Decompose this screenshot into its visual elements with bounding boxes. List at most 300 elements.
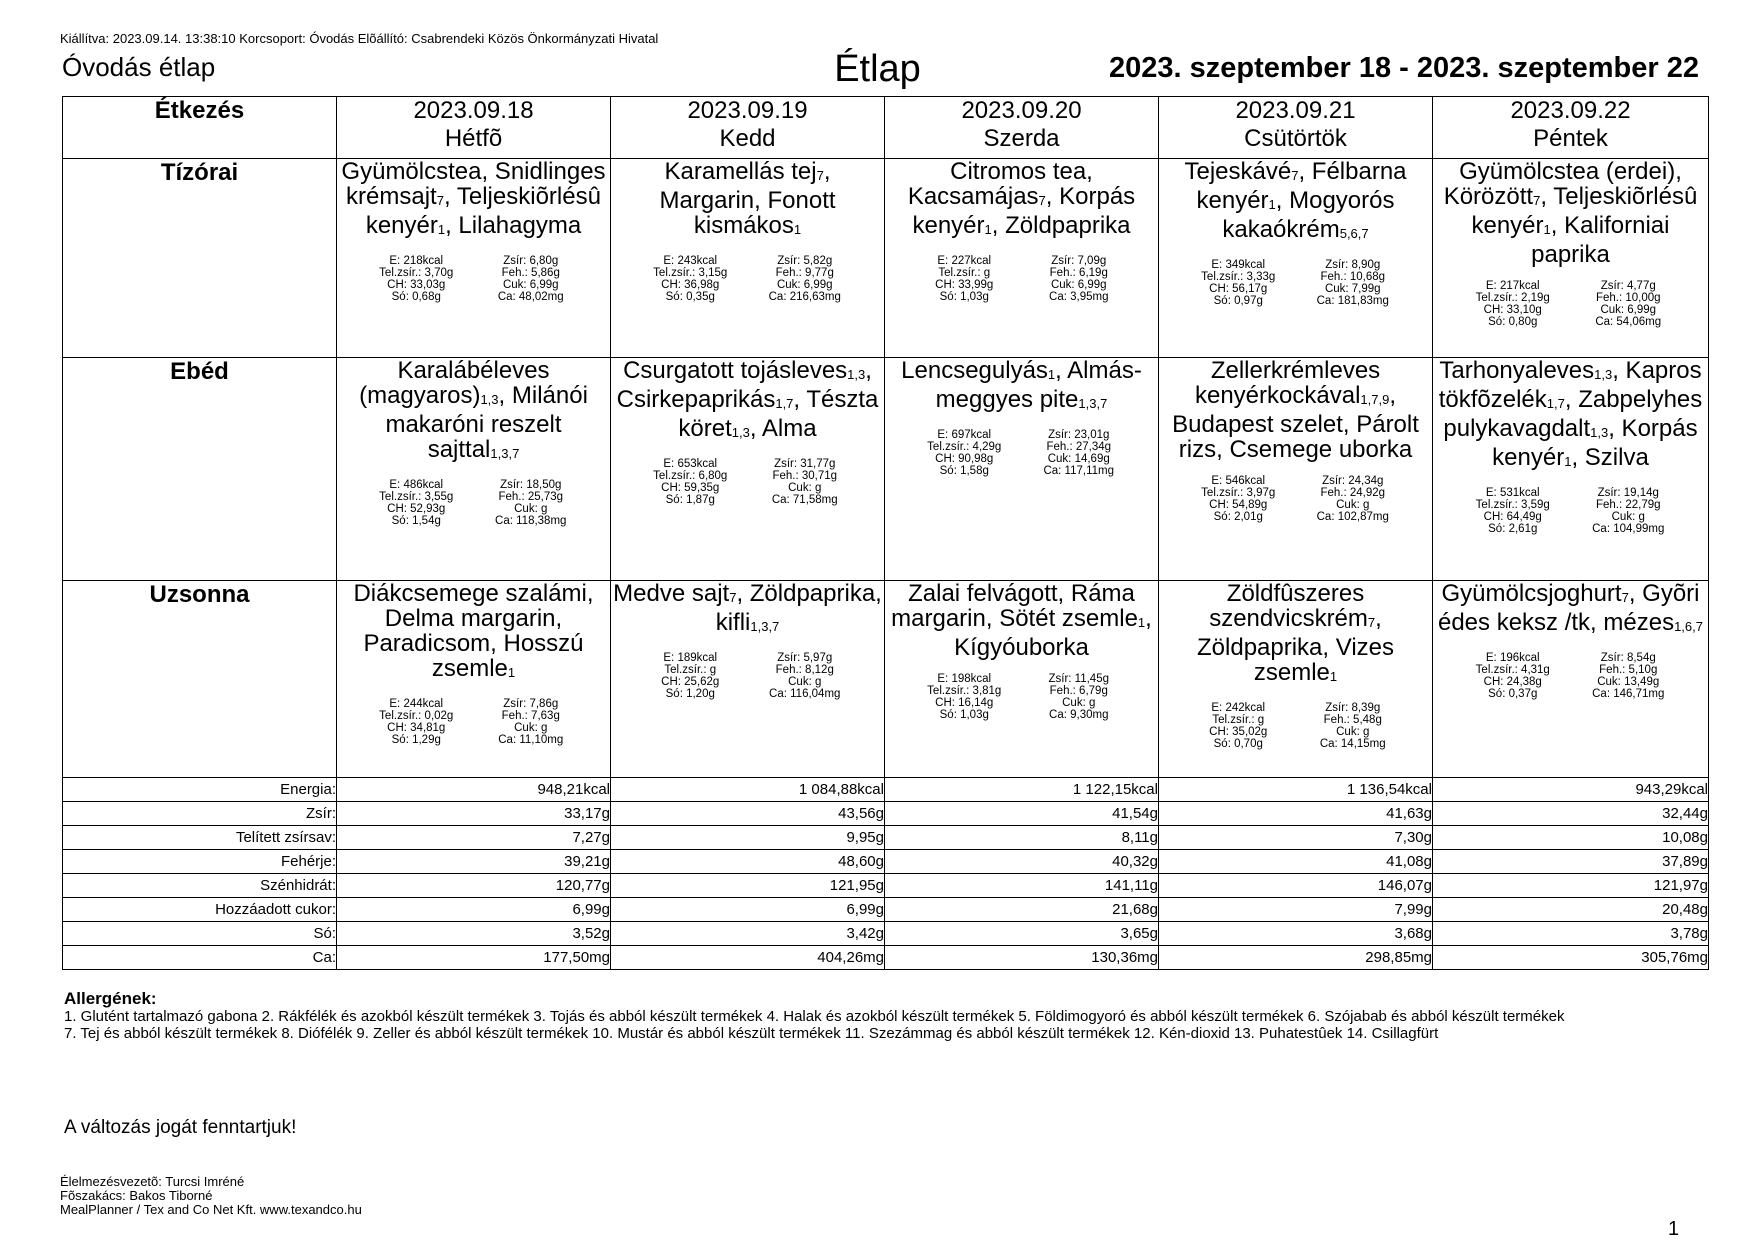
food-text: , Zöldpaprika [991, 212, 1131, 239]
food-text: Gyümölcsjoghurt [1441, 580, 1622, 607]
nutrition-value: E: 531kcal [1485, 487, 1540, 499]
summary-row [63, 898, 1709, 922]
meal-row [63, 358, 1709, 581]
summary-row [63, 850, 1709, 874]
summary-label: Hozzáadott cukor: [63, 898, 337, 922]
nutrition-value: Cuk: 6,99g [1600, 304, 1657, 316]
summary-value: 37,89g [1433, 850, 1709, 874]
header-meal: Étkezés [63, 97, 337, 159]
nutrition-value: Feh.: 5,48g [1323, 714, 1382, 726]
nutrition-value: CH: 54,89g [1209, 499, 1268, 511]
nutrition-value: Ca: 14,15mg [1319, 738, 1386, 750]
nutrition-value: Cuk: g [788, 676, 822, 688]
nutrition-value: Ca: 71,58mg [771, 494, 838, 506]
nutrition-value: Cuk: 6,99g [502, 279, 559, 291]
food-text: Gyümölcstea (erdei), Körözött [1443, 158, 1682, 210]
summary-value: 3,42g [611, 922, 885, 946]
nutrition-value: CH: 24,38g [1483, 676, 1542, 688]
nutrition-value: Tel.zsír.: 3,97g [1201, 487, 1276, 499]
footer-line: MealPlanner / Tex and Co Net Kft. www.texandco.hu [60, 1202, 362, 1217]
nutrition-value: Ca: 216,63mg [768, 291, 841, 303]
nutrition-value: Só: 1,58g [939, 465, 989, 477]
summary-value: 21,68g [885, 898, 1159, 922]
food-items [337, 159, 610, 242]
allergen-code: 7 [436, 193, 444, 208]
nutrition-value: E: 196kcal [1485, 652, 1540, 664]
food-text: , Budapest szelet, Párolt rizs, Csemege uborka [1172, 382, 1419, 463]
food-text: Zellerkrémleves kenyérkockával [1194, 357, 1381, 409]
header-day [1433, 97, 1709, 159]
nutrition-value: CH: 59,35g [661, 482, 720, 494]
food-items [1159, 358, 1432, 462]
allergen-code: 1,3 [1590, 425, 1609, 440]
nutrition-value: Cuk: 14,69g [1047, 453, 1110, 465]
allergen-code: 7 [1533, 193, 1541, 208]
nutrition-value: Só: 0,35g [665, 291, 715, 303]
nutrition-value: Cuk: g [1336, 726, 1370, 738]
nutrition-value: Ca: 9,30mg [1049, 709, 1109, 721]
meal-cell [337, 358, 611, 581]
summary-value: 32,44g [1433, 802, 1709, 826]
nutrition-value: E: 189kcal [663, 652, 718, 664]
meal-cell [1433, 581, 1709, 778]
day-date: 2023.09.21 [1235, 97, 1356, 124]
food-text: , Korpás kenyér [912, 183, 1136, 239]
food-items [885, 581, 1158, 660]
food-text: , Zöldpaprika, Vizes zsemle [1197, 605, 1394, 686]
summary-value: 177,50mg [337, 946, 611, 970]
nutrition-value: Zsír: 8,39g [1325, 702, 1381, 714]
menu-subtitle: Óvodás étlap [62, 52, 216, 82]
summary-value: 121,97g [1433, 874, 1709, 898]
food-text: , Kígyóuborka [954, 605, 1152, 661]
nutrition-info [633, 255, 862, 303]
nutrition-value: Só: 1,87g [665, 494, 715, 506]
food-text: , Szilva [1571, 444, 1649, 471]
nutrition-value: Feh.: 10,00g [1595, 292, 1661, 304]
nutrition-value: Só: 2,01g [1213, 511, 1263, 523]
day-name: Péntek [1533, 125, 1608, 152]
food-text: , Mogyorós kakaókrém [1222, 187, 1395, 243]
summary-value: 6,99g [337, 898, 611, 922]
allergen-code: 1,3,7 [750, 619, 780, 634]
allergen-code: 1,3 [847, 367, 866, 382]
nutrition-value: Zsír: 4,77g [1600, 280, 1656, 292]
nutrition-value: Feh.: 10,68g [1320, 271, 1386, 283]
nutrition-info [633, 652, 862, 700]
nutrition-value: Feh.: 7,63g [501, 710, 560, 722]
allergen-code: 7 [1621, 590, 1629, 605]
nutrition-value: CH: 90,98g [935, 453, 994, 465]
allergen-code: 1 [1137, 615, 1146, 630]
summary-value: 3,68g [1159, 922, 1433, 946]
nutrition-value: Zsír: 5,82g [777, 255, 833, 267]
nutrition-value: Cuk: 7,99g [1324, 283, 1381, 295]
nutrition-value: Tel.zsír.: g [938, 267, 991, 279]
nutrition-value: Cuk: 6,99g [1050, 279, 1107, 291]
nutrition-value: Feh.: 6,19g [1049, 267, 1108, 279]
nutrition-value: E: 227kcal [937, 255, 992, 267]
allergen-code: 1,7 [775, 396, 794, 411]
nutrition-info [633, 458, 862, 506]
nutrition-value: Só: 0,68g [391, 291, 441, 303]
food-text: Zöldfûszeres szendvicskrém [1209, 580, 1368, 632]
summary-label: Telített zsírsav: [63, 826, 337, 850]
nutrition-value: Ca: 104,99mg [1592, 523, 1665, 535]
food-items [1159, 581, 1432, 689]
nutrition-value: E: 653kcal [663, 458, 718, 470]
summary-value: 41,08g [1159, 850, 1433, 874]
nutrition-info [1181, 702, 1410, 750]
nutrition-value: Tel.zsír.: 3,70g [379, 267, 454, 279]
food-text: , Zabpelyhes pulykavagdalt [1443, 386, 1703, 442]
summary-value: 6,99g [611, 898, 885, 922]
nutrition-value: Tel.zsír.: 2,19g [1475, 292, 1550, 304]
summary-row [63, 946, 1709, 970]
summary-value: 7,99g [1159, 898, 1433, 922]
nutrition-value: CH: 56,17g [1209, 283, 1268, 295]
nutrition-value: Zsír: 5,97g [777, 652, 833, 664]
food-text: , Alma [749, 415, 817, 442]
food-text: , Korpás kenyér [1492, 415, 1698, 471]
food-text: , Teljeskiõrlésû kenyér [1471, 183, 1698, 239]
nutrition-value: Feh.: 27,34g [1046, 441, 1112, 453]
nutrition-value: Zsír: 6,80g [503, 255, 559, 267]
nutrition-value: Cuk: 6,99g [776, 279, 833, 291]
nutrition-value: Só: 0,97g [1213, 295, 1263, 307]
food-text: , Almás-meggyes pite [935, 357, 1142, 413]
summary-value: 943,29kcal [1433, 778, 1709, 802]
food-text: Gyümölcstea, Snidlinges krémsajt [341, 158, 606, 210]
allergen-code: 7 [1367, 615, 1376, 630]
page-number: 1 [1668, 1218, 1680, 1240]
nutrition-value: CH: 52,93g [387, 503, 446, 515]
nutrition-value: Tel.zsír.: 4,29g [927, 441, 1002, 453]
summary-value: 8,11g [885, 826, 1159, 850]
nutrition-value: CH: 34,81g [387, 722, 446, 734]
day-date: 2023.09.18 [413, 97, 534, 124]
food-text: , Félbarna kenyér [1196, 158, 1407, 214]
nutrition-value: Ca: 117,11mg [1043, 465, 1115, 477]
allergen-code: 1 [437, 222, 446, 237]
nutrition-value: Zsír: 23,01g [1048, 429, 1110, 441]
summary-row [63, 922, 1709, 946]
allergens-list-1: 1. Glutént tartalmazó gabona 2. Rákfélék és azokból készült termékek 3. Tojás és abból készült termékek 4. Halak és azokból készült termékek 5. Földimogyoró és abból készült termékek 6. Szójabab és abból készült termékek [64, 1008, 1565, 1025]
meal-name: Uzsonna [63, 581, 337, 778]
meal-cell [1433, 358, 1709, 581]
summary-row [63, 778, 1709, 802]
food-text: , Teljeskiõrlésû kenyér [365, 183, 601, 239]
allergen-code: 1,3 [480, 392, 499, 407]
nutrition-value: Ca: 146,71mg [1592, 688, 1665, 700]
food-text: Tarhonyaleves [1439, 357, 1595, 384]
summary-value: 7,30g [1159, 826, 1433, 850]
food-items [1433, 159, 1708, 267]
allergen-code: 7 [1038, 193, 1046, 208]
nutrition-value: Feh.: 5,10g [1599, 664, 1658, 676]
meal-cell [611, 581, 885, 778]
allergen-code: 1 [1047, 367, 1056, 382]
summary-row [63, 874, 1709, 898]
nutrition-value: Só: 0,80g [1488, 316, 1538, 328]
food-text: , Lilahagyma [445, 212, 582, 239]
header-day [885, 97, 1159, 159]
summary-label: Szénhidrát: [63, 874, 337, 898]
nutrition-value: CH: 33,10g [1483, 304, 1542, 316]
issued-info: Kiállítva: 2023.09.14. 13:38:10 Korcsoport: Óvodás Elõállító: Csabrendeki Közös Önkormányzati Hivatal [60, 31, 659, 46]
nutrition-value: Ca: 11,10mg [498, 734, 564, 746]
nutrition-value: Tel.zsír.: 4,31g [1475, 664, 1550, 676]
day-name: Szerda [983, 125, 1060, 152]
food-text: Medve sajt [613, 580, 730, 607]
day-name: Csütörtök [1244, 125, 1347, 152]
nutrition-value: Tel.zsír.: 0,02g [379, 710, 454, 722]
meal-name: Tízórai [63, 159, 337, 358]
food-items [337, 581, 610, 685]
nutrition-value: Feh.: 30,71g [772, 470, 838, 482]
nutrition-value: E: 349kcal [1211, 259, 1266, 271]
day-date: 2023.09.22 [1510, 97, 1631, 124]
nutrition-value: E: 242kcal [1211, 702, 1266, 714]
nutrition-value: Tel.zsír.: 3,33g [1201, 271, 1276, 283]
allergen-code: 7 [729, 590, 737, 605]
food-text: Karamellás tej [664, 158, 817, 185]
summary-value: 3,78g [1433, 922, 1709, 946]
food-items [1159, 159, 1432, 246]
food-text: , Tészta köret [678, 386, 879, 442]
nutrition-value: Só: 1,20g [665, 688, 715, 700]
food-items [611, 358, 884, 445]
nutrition-value: Zsír: 7,86g [503, 698, 559, 710]
nutrition-info [1181, 475, 1410, 523]
meal-cell [1433, 159, 1709, 358]
summary-value: 10,08g [1433, 826, 1709, 850]
food-text: , Kaliforniai paprika [1531, 212, 1670, 268]
food-text: , Gyõri édes keksz /tk, mézes [1437, 580, 1700, 636]
summary-value: 298,85mg [1159, 946, 1433, 970]
allergen-code: 1 [1564, 454, 1572, 469]
summary-label: Só: [63, 922, 337, 946]
summary-label: Ca: [63, 946, 337, 970]
summary-value: 41,54g [885, 802, 1159, 826]
day-date: 2023.09.20 [961, 97, 1082, 124]
summary-value: 39,21g [337, 850, 611, 874]
summary-row [63, 802, 1709, 826]
nutrition-value: Zsír: 18,50g [500, 479, 562, 491]
meal-cell [1159, 358, 1433, 581]
summary-value: 121,95g [611, 874, 885, 898]
food-items [885, 159, 1158, 242]
food-text: , Kapros tökfõzelék [1438, 357, 1702, 413]
summary-value: 146,07g [1159, 874, 1433, 898]
nutrition-value: Zsír: 19,14g [1597, 487, 1659, 499]
nutrition-value: CH: 35,02g [1209, 726, 1268, 738]
allergen-code: 1,3 [1594, 367, 1613, 382]
nutrition-value: Feh.: 25,73g [498, 491, 564, 503]
nutrition-value: Tel.zsír.: 3,15g [653, 267, 728, 279]
meal-cell [885, 159, 1159, 358]
nutrition-value: Cuk: g [788, 482, 822, 494]
allergen-code: 1 [1329, 669, 1338, 684]
header-day [337, 97, 611, 159]
nutrition-value: Só: 1,03g [939, 709, 989, 721]
nutrition-value: Tel.zsír.: g [1212, 714, 1265, 726]
allergens-list-2: 7. Tej és abból készült termékek 8. Diófélék 9. Zeller és abból készült termékek 10. Mustár és abból készült termékek 11. Szezámmag és abból készült termékek 12. Kén-dioxid 13. Puhatestûek 14. Csillagfürt [64, 1025, 1439, 1042]
summary-value: 7,27g [337, 826, 611, 850]
nutrition-value: Feh.: 9,77g [775, 267, 834, 279]
day-date: 2023.09.19 [687, 97, 808, 124]
summary-value: 20,48g [1433, 898, 1709, 922]
date-range: 2023. szeptember 18 - 2023. szeptember 22 [1109, 52, 1699, 84]
page-title: Étlap [834, 48, 921, 90]
summary-value: 3,52g [337, 922, 611, 946]
header-day [611, 97, 885, 159]
food-items [1433, 581, 1708, 639]
day-name: Kedd [719, 125, 776, 152]
nutrition-info [907, 255, 1136, 303]
summary-value: 48,60g [611, 850, 885, 874]
food-text: , Csirkepaprikás [616, 357, 872, 413]
nutrition-value: E: 218kcal [389, 255, 444, 267]
summary-value: 1 122,15kcal [885, 778, 1159, 802]
nutrition-value: Só: 2,61g [1488, 523, 1538, 535]
allergen-code: 1 [793, 222, 802, 237]
nutrition-info [359, 255, 588, 303]
food-text: Tejeskávé [1184, 158, 1292, 185]
nutrition-value: Feh.: 5,86g [501, 267, 560, 279]
nutrition-info [359, 479, 588, 527]
nutrition-info [1455, 652, 1686, 700]
summary-value: 305,76mg [1433, 946, 1709, 970]
nutrition-value: Zsír: 8,54g [1600, 652, 1656, 664]
nutrition-value: CH: 16,14g [935, 697, 994, 709]
nutrition-value: Zsír: 8,90g [1325, 259, 1381, 271]
nutrition-value: Só: 1,29g [391, 734, 441, 746]
nutrition-value: Tel.zsír.: 6,80g [653, 470, 728, 482]
footer-line: Élelmezésvezetõ: Turcsi Imréné [60, 1174, 245, 1189]
allergen-code: 1 [984, 222, 992, 237]
nutrition-value: Ca: 48,02mg [497, 291, 564, 303]
allergen-code: 1,3 [731, 425, 750, 440]
day-name: Hétfõ [444, 125, 503, 152]
allergen-code: 7 [816, 168, 824, 183]
nutrition-value: E: 546kcal [1211, 475, 1266, 487]
meal-row [63, 159, 1709, 358]
summary-label: Energia: [63, 778, 337, 802]
allergen-code: 5,6,7 [1339, 226, 1369, 241]
food-items [885, 358, 1158, 416]
nutrition-value: Zsír: 31,77g [774, 458, 836, 470]
meal-cell [1159, 159, 1433, 358]
allergen-code: 1,3,7 [490, 446, 520, 461]
meal-cell [337, 159, 611, 358]
summary-value: 9,95g [611, 826, 885, 850]
food-text: Zalai felvágott, Ráma margarin, Sötét zsemle [891, 580, 1138, 632]
nutrition-value: Ca: 54,06mg [1595, 316, 1662, 328]
nutrition-value: Feh.: 8,12g [775, 664, 834, 676]
nutrition-value: Ca: 118,38mg [495, 515, 567, 527]
summary-label: Fehérje: [63, 850, 337, 874]
allergen-code: 1,7,9 [1360, 392, 1390, 407]
food-items [1433, 358, 1708, 474]
nutrition-value: Cuk: g [1611, 511, 1645, 523]
allergen-code: 1 [1268, 197, 1276, 212]
summary-value: 33,17g [337, 802, 611, 826]
summary-value: 404,26mg [611, 946, 885, 970]
allergen-code: 1 [1543, 222, 1551, 237]
summary-value: 3,65g [885, 922, 1159, 946]
nutrition-value: Tel.zsír.: 3,59g [1475, 499, 1550, 511]
nutrition-value: E: 198kcal [937, 673, 992, 685]
footer-line: Fõszakács: Bakos Tiborné [60, 1188, 213, 1203]
nutrition-value: E: 217kcal [1485, 280, 1540, 292]
meal-cell [337, 581, 611, 778]
nutrition-value: Zsír: 7,09g [1051, 255, 1107, 267]
summary-value: 141,11g [885, 874, 1159, 898]
meal-cell [611, 159, 885, 358]
nutrition-value: Zsír: 24,34g [1322, 475, 1384, 487]
summary-value: 120,77g [337, 874, 611, 898]
nutrition-value: Zsír: 11,45g [1048, 673, 1109, 685]
nutrition-value: E: 697kcal [937, 429, 992, 441]
nutrition-value: CH: 33,99g [935, 279, 994, 291]
nutrition-value: Só: 1,03g [939, 291, 989, 303]
summary-value: 948,21kcal [337, 778, 611, 802]
nutrition-value: Ca: 3,95mg [1049, 291, 1109, 303]
table-header-row [63, 97, 1709, 159]
summary-value: 43,56g [611, 802, 885, 826]
summary-value: 130,36mg [885, 946, 1159, 970]
summary-value: 1 136,54kcal [1159, 778, 1433, 802]
allergens-title: Allergének: [64, 989, 157, 1008]
nutrition-value: Cuk: g [514, 503, 548, 515]
meal-cell [885, 581, 1159, 778]
food-text: Citromos tea, Kacsamájas [907, 158, 1093, 210]
nutrition-value: Só: 0,70g [1213, 738, 1263, 750]
allergen-code: 1 [507, 665, 516, 680]
nutrition-value: Feh.: 22,79g [1595, 499, 1661, 511]
meal-cell [611, 358, 885, 581]
summary-value: 1 084,88kcal [611, 778, 885, 802]
change-notice: A változás jogát fenntartjuk! [64, 1117, 297, 1138]
nutrition-value: Só: 0,37g [1488, 688, 1538, 700]
nutrition-value: Tel.zsír.: 3,55g [379, 491, 454, 503]
nutrition-info [1455, 487, 1686, 535]
nutrition-info [907, 673, 1136, 721]
nutrition-value: E: 244kcal [389, 698, 444, 710]
nutrition-value: Cuk: g [1336, 499, 1370, 511]
food-text: , Margarin, Fonott kismákos [659, 158, 836, 239]
nutrition-value: Só: 1,54g [391, 515, 441, 527]
summary-row [63, 826, 1709, 850]
food-text: , Milánói makaróni reszelt sajttal [385, 382, 588, 463]
nutrition-value: Feh.: 6,79g [1049, 685, 1108, 697]
meal-cell [885, 358, 1159, 581]
food-text: Karalábéleves (magyaros) [359, 357, 550, 409]
allergen-code: 1,3,7 [1078, 396, 1108, 411]
summary-label: Zsír: [63, 802, 337, 826]
nutrition-value: Tel.zsír.: g [664, 664, 717, 676]
nutrition-value: Cuk: g [1062, 697, 1096, 709]
nutrition-value: Feh.: 24,92g [1320, 487, 1386, 499]
menu-table [62, 96, 1709, 970]
food-items [611, 159, 884, 242]
nutrition-value: CH: 33,03g [387, 279, 446, 291]
nutrition-info [1181, 259, 1410, 307]
summary-value: 41,63g [1159, 802, 1433, 826]
nutrition-value: CH: 64,49g [1483, 511, 1542, 523]
allergen-code: 7 [1291, 168, 1299, 183]
